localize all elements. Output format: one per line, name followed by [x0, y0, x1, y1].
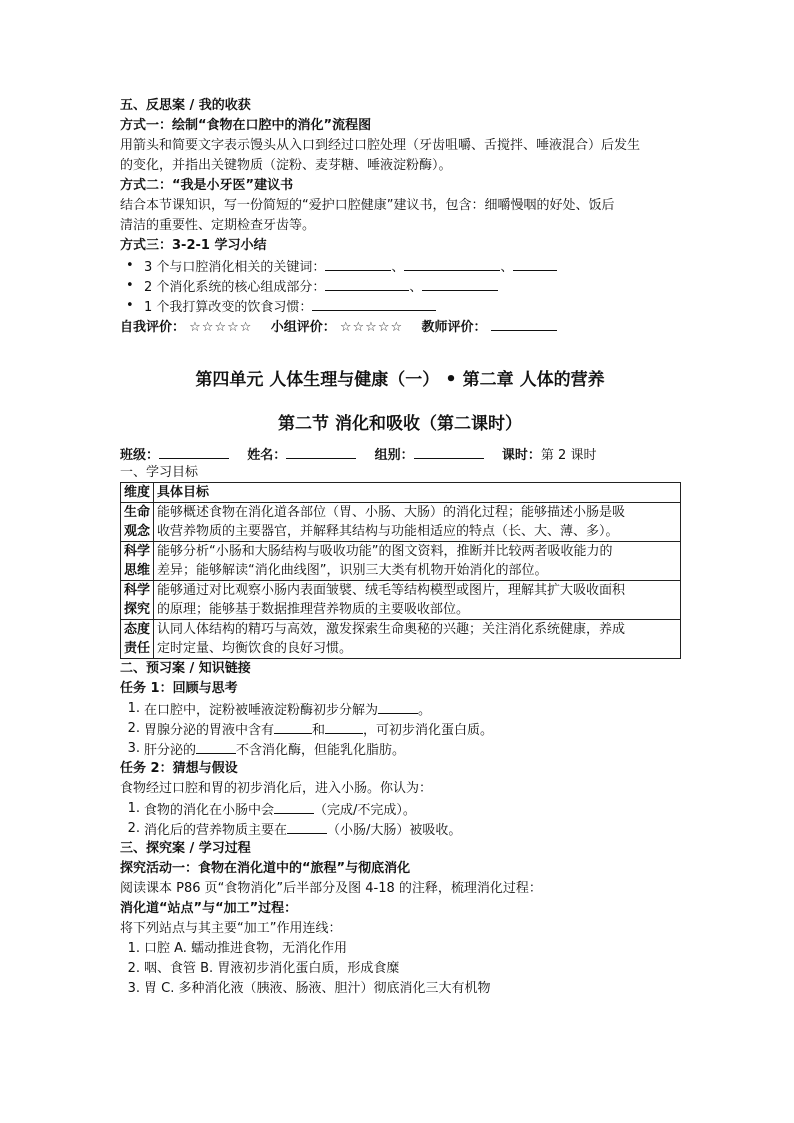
matching-list: [120, 939, 680, 999]
task1-title: 任务 1：回顾与思考: [120, 681, 238, 696]
objectives-header-row: [121, 483, 681, 503]
list-item: 2. 消化后的营养物质主要在 （小肠/大肠）被吸收。: [127, 821, 462, 838]
period-label: 课时：: [501, 448, 541, 463]
table-row: [121, 581, 681, 620]
header-dimension: 维度: [121, 483, 154, 503]
student-info-row: [120, 444, 680, 464]
dimension-cell: 科学 思维: [121, 542, 154, 581]
matching-instruction: 将下列站点与其主要“加工”作用连线：: [120, 921, 342, 936]
class-label: 班级：: [120, 448, 160, 463]
group-label: 组别：: [374, 448, 414, 463]
keyword-blank-1[interactable]: [325, 256, 391, 271]
preview-heading: 二、预习案 / 知识链接: [120, 661, 251, 676]
name-blank[interactable]: [286, 444, 356, 459]
teacher-eval-label: 教师评价：: [421, 320, 487, 335]
answer-blank[interactable]: [196, 739, 236, 754]
objectives-table: [120, 482, 681, 659]
stations-subhead: 消化道“站点”与“加工”过程：: [120, 901, 298, 916]
unit-title-left: 第四单元 人体生理与健康（一）: [195, 370, 440, 390]
list-item: 3. 肝分泌的 不含消化酶，但能乳化脂肪。: [127, 741, 406, 758]
unit-title: [120, 368, 680, 392]
table-row: [121, 542, 681, 581]
task2-title: 任务 2：猜想与假设: [120, 761, 238, 776]
bullet-components-label: 2 个消化系统的核心组成部分：: [144, 280, 326, 295]
answer-blank[interactable]: [325, 719, 363, 734]
list-item[interactable]: 1. 口腔 A. 蠕动推进食物，无消化作用: [127, 941, 348, 956]
separator: 、: [500, 260, 514, 275]
bullet-habit-label: 1 个我打算改变的饮食习惯：: [144, 300, 313, 315]
goal-cell: 能够概述食物在消化道各部位（胃、小肠、大肠）的消化过程；能够描述小肠是吸 收营养物质的主要器官，并解释其结构与功能相适应的特点（长、大、薄、多）。: [154, 503, 681, 542]
activity-title: 探究活动一：食物在消化道中的“旅程”与彻底消化: [120, 861, 411, 876]
method2-title: 方式二：“我是小牙医”建议书: [120, 178, 294, 193]
task1-list: [120, 699, 680, 759]
summary-bullet-list: [120, 256, 680, 316]
bullet-habit: [120, 296, 680, 316]
task2-list: [120, 799, 680, 839]
bullet-keywords: [120, 256, 680, 276]
method2-text-line2: 清洁的重要性、定期检查牙齿等。: [120, 218, 316, 233]
keyword-blank-3[interactable]: [513, 256, 557, 271]
bullet-dot-icon: •: [445, 369, 457, 390]
answer-blank[interactable]: [274, 799, 314, 814]
group-eval-label: 小组评价：: [270, 320, 336, 335]
explore-heading: 三、探究案 / 学习过程: [120, 841, 251, 856]
objectives-heading: 一、学习目标: [120, 465, 199, 480]
list-item[interactable]: 2. 咽、食管 B. 胃液初步消化蛋白质，形成食糜: [127, 961, 400, 976]
section-title: 第二节 消化和吸收（第二课时）: [278, 414, 522, 434]
answer-blank[interactable]: [274, 719, 312, 734]
keyword-blank-2[interactable]: [404, 256, 500, 271]
bullet-components: [120, 276, 680, 296]
task2-intro: 食物经过口腔和胃的初步消化后，进入小肠。你认为：: [120, 781, 433, 796]
method1-text-line2: 的变化，并指出关键物质（淀粉、麦芽糖、唾液淀粉酶）。: [120, 158, 452, 173]
table-row: [121, 620, 681, 659]
period-value: 第 2 课时: [540, 448, 597, 463]
bullet-keywords-label: 3 个与口腔消化相关的关键词：: [144, 260, 326, 275]
teacher-eval-blank[interactable]: [491, 316, 557, 331]
list-item: 1. 食物的消化在小肠中会 （完成/不完成）。: [127, 801, 416, 818]
header-goal: 具体目标: [154, 483, 681, 503]
list-item: 2. 胃腺分泌的胃液中含有 和 ，可初步消化蛋白质。: [127, 721, 494, 738]
dimension-cell: 科学 探究: [121, 581, 154, 620]
method3-title: 方式三：3-2-1 学习小结: [120, 238, 267, 253]
component-blank-2[interactable]: [422, 276, 498, 291]
table-row: [121, 503, 681, 542]
goal-cell: 能够通过对比观察小肠内表面皱襞、绒毛等结构模型或图片，理解其扩大吸收面积 的原理；能够基于数据推理营养物质的主要吸收部位。: [154, 581, 681, 620]
method2-text-line1: 结合本节课知识，写一份简短的“爱护口腔健康”建议书，包含：细嚼慢咽的好处、饭后: [120, 198, 615, 213]
goal-cell: 认同人体结构的精巧与高效，激发探索生命奥秘的兴趣；关注消化系统健康，养成 定时定量、均衡饮食的良好习惯。: [154, 620, 681, 659]
reflection-heading: 五、反思案 / 我的收获: [120, 98, 251, 113]
class-blank[interactable]: [159, 444, 229, 459]
habit-blank[interactable]: [312, 296, 436, 311]
separator: 、: [391, 260, 405, 275]
self-eval-label: 自我评价：: [120, 320, 186, 335]
answer-blank[interactable]: [378, 699, 418, 714]
separator: 、: [409, 280, 423, 295]
group-eval-stars[interactable]: ☆☆☆☆☆: [339, 320, 404, 335]
evaluation-row: [120, 316, 680, 336]
activity-intro: 阅读课本 P86 页“食物消化”后半部分及图 4-18 的注释，梳理消化过程：: [120, 881, 542, 896]
dimension-cell: 生命 观念: [121, 503, 154, 542]
list-item[interactable]: 3. 胃 C. 多种消化液（胰液、肠液、胆汁）彻底消化三大有机物: [127, 981, 491, 996]
unit-title-right: 第二章 人体的营养: [462, 370, 605, 390]
component-blank-1[interactable]: [325, 276, 409, 291]
answer-blank[interactable]: [287, 819, 327, 834]
method1-text-line1: 用箭头和简要文字表示馒头从入口到经过口腔处理（牙齿咀嚼、舌搅拌、唾液混合）后发生: [120, 138, 641, 153]
name-label: 姓名：: [247, 448, 287, 463]
goal-cell: 能够分析“小肠和大肠结构与吸收功能”的图文资料，推断并比较两者吸收能力的 差异；能够解读“消化曲线图”，识别三大类有机物开始消化的部位。: [154, 542, 681, 581]
method1-title: 方式一：绘制“食物在口腔中的消化”流程图: [120, 118, 372, 133]
group-blank[interactable]: [414, 444, 484, 459]
list-item: 1. 在口腔中，淀粉被唾液淀粉酶初步分解为 。: [127, 701, 432, 718]
dimension-cell: 态度 责任: [121, 620, 154, 659]
self-eval-stars[interactable]: ☆☆☆☆☆: [189, 320, 253, 335]
worksheet-page: [120, 96, 680, 999]
